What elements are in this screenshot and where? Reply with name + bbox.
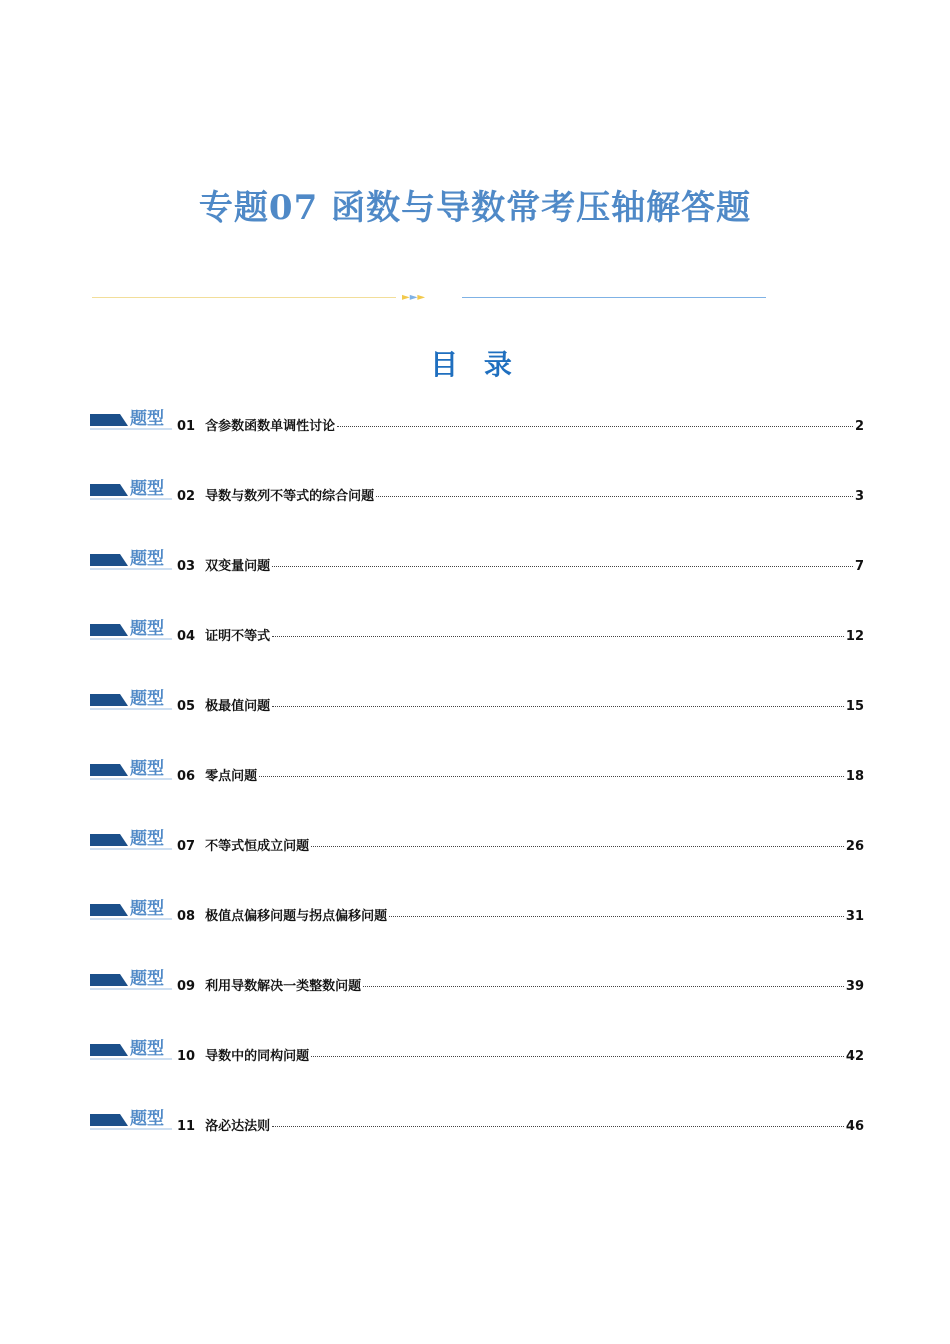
toc-leader-dots (389, 916, 844, 917)
toc-entry[interactable] (177, 838, 864, 856)
toc-number: 08 (177, 909, 196, 924)
toc-page-number[interactable]: 26 (845, 839, 864, 854)
toc-number: 10 (177, 1049, 196, 1064)
toc-label[interactable]: 洛必达法则 (205, 1119, 271, 1134)
toc-leader-dots (363, 986, 844, 987)
toc-heading: 目 录 (430, 348, 520, 381)
toc-leader-dots (272, 706, 844, 707)
toc-item-09[interactable] (90, 968, 864, 1038)
toc-leader-dots (311, 1056, 844, 1057)
toc-label[interactable]: 不等式恒成立问题 (205, 839, 310, 854)
toc-page-number[interactable]: 2 (854, 419, 864, 434)
divider-line-right (462, 297, 766, 298)
document-title: 专题07 函数与导数常考压轴解答题 (198, 188, 752, 228)
toc-leader-dots (259, 776, 844, 777)
toc-label[interactable]: 零点问题 (205, 769, 258, 784)
toc-badge (90, 408, 172, 432)
toc-page-number[interactable]: 7 (854, 559, 864, 574)
toc-entry[interactable] (177, 488, 864, 506)
toc-badge (90, 898, 172, 922)
toc-label[interactable]: 极最值问题 (205, 699, 271, 714)
toc-page-number[interactable]: 15 (845, 699, 864, 714)
toc-page-number[interactable]: 3 (854, 489, 864, 504)
toc-entry[interactable] (177, 628, 864, 646)
toc-item-06[interactable] (90, 758, 864, 828)
toc-entry[interactable] (177, 558, 864, 576)
badge-label: 题型 (130, 549, 164, 569)
toc-badge (90, 548, 172, 572)
toc-number: 06 (177, 769, 196, 784)
toc-page-number[interactable]: 39 (845, 979, 864, 994)
toc-number: 02 (177, 489, 196, 504)
toc-number: 05 (177, 699, 196, 714)
toc-entry[interactable] (177, 418, 864, 436)
toc-page-number[interactable]: 12 (845, 629, 864, 644)
toc-number: 01 (177, 419, 196, 434)
toc-leader-dots (337, 426, 853, 427)
toc-badge (90, 618, 172, 642)
badge-label: 题型 (130, 1039, 164, 1059)
toc-page-number[interactable]: 31 (845, 909, 864, 924)
toc-label[interactable]: 导数中的同构问题 (205, 1049, 310, 1064)
badge-label: 题型 (130, 479, 164, 499)
title-divider (92, 290, 766, 306)
divider-arrows-icon: ►►► (402, 292, 426, 303)
toc-number: 11 (177, 1119, 196, 1134)
toc-leader-dots (272, 636, 844, 637)
toc-number: 07 (177, 839, 196, 854)
toc-item-05[interactable] (90, 688, 864, 758)
badge-label: 题型 (130, 1109, 164, 1129)
toc-label[interactable]: 导数与数列不等式的综合问题 (205, 489, 375, 504)
divider-line-left (92, 297, 396, 298)
toc-badge (90, 688, 172, 712)
toc-label[interactable]: 双变量问题 (205, 559, 271, 574)
toc-leader-dots (376, 496, 853, 497)
toc-number: 04 (177, 629, 196, 644)
toc-entry[interactable] (177, 768, 864, 786)
toc-item-02[interactable] (90, 478, 864, 548)
badge-label: 题型 (130, 899, 164, 919)
toc-page-number[interactable]: 18 (845, 769, 864, 784)
toc-badge (90, 1038, 172, 1062)
toc-badge (90, 758, 172, 782)
toc-item-08[interactable] (90, 898, 864, 968)
toc-page-number[interactable]: 46 (845, 1119, 864, 1134)
badge-label: 题型 (130, 689, 164, 709)
badge-label: 题型 (130, 969, 164, 989)
toc-item-03[interactable] (90, 548, 864, 618)
toc-label[interactable]: 极值点偏移问题与拐点偏移问题 (205, 909, 388, 924)
toc-entry[interactable] (177, 1118, 864, 1136)
toc-item-07[interactable] (90, 828, 864, 898)
toc-badge (90, 828, 172, 852)
toc-badge (90, 968, 172, 992)
toc-number: 03 (177, 559, 196, 574)
toc-label[interactable]: 利用导数解决一类整数问题 (205, 979, 362, 994)
toc-entry[interactable] (177, 698, 864, 716)
toc-entry[interactable] (177, 908, 864, 926)
toc-item-01[interactable] (90, 408, 864, 478)
toc-leader-dots (311, 846, 844, 847)
toc-badge (90, 1108, 172, 1132)
badge-label: 题型 (130, 619, 164, 639)
badge-label: 题型 (130, 409, 164, 429)
toc-item-10[interactable] (90, 1038, 864, 1108)
toc-label[interactable]: 证明不等式 (205, 629, 271, 644)
toc-page-number[interactable]: 42 (845, 1049, 864, 1064)
table-of-contents (90, 408, 864, 1178)
toc-entry[interactable] (177, 978, 864, 996)
toc-item-04[interactable] (90, 618, 864, 688)
toc-leader-dots (272, 1126, 844, 1127)
toc-label[interactable]: 含参数函数单调性讨论 (205, 419, 336, 434)
toc-leader-dots (272, 566, 853, 567)
badge-label: 题型 (130, 759, 164, 779)
badge-label: 题型 (130, 829, 164, 849)
toc-entry[interactable] (177, 1048, 864, 1066)
toc-item-11[interactable] (90, 1108, 864, 1178)
toc-number: 09 (177, 979, 196, 994)
toc-badge (90, 478, 172, 502)
